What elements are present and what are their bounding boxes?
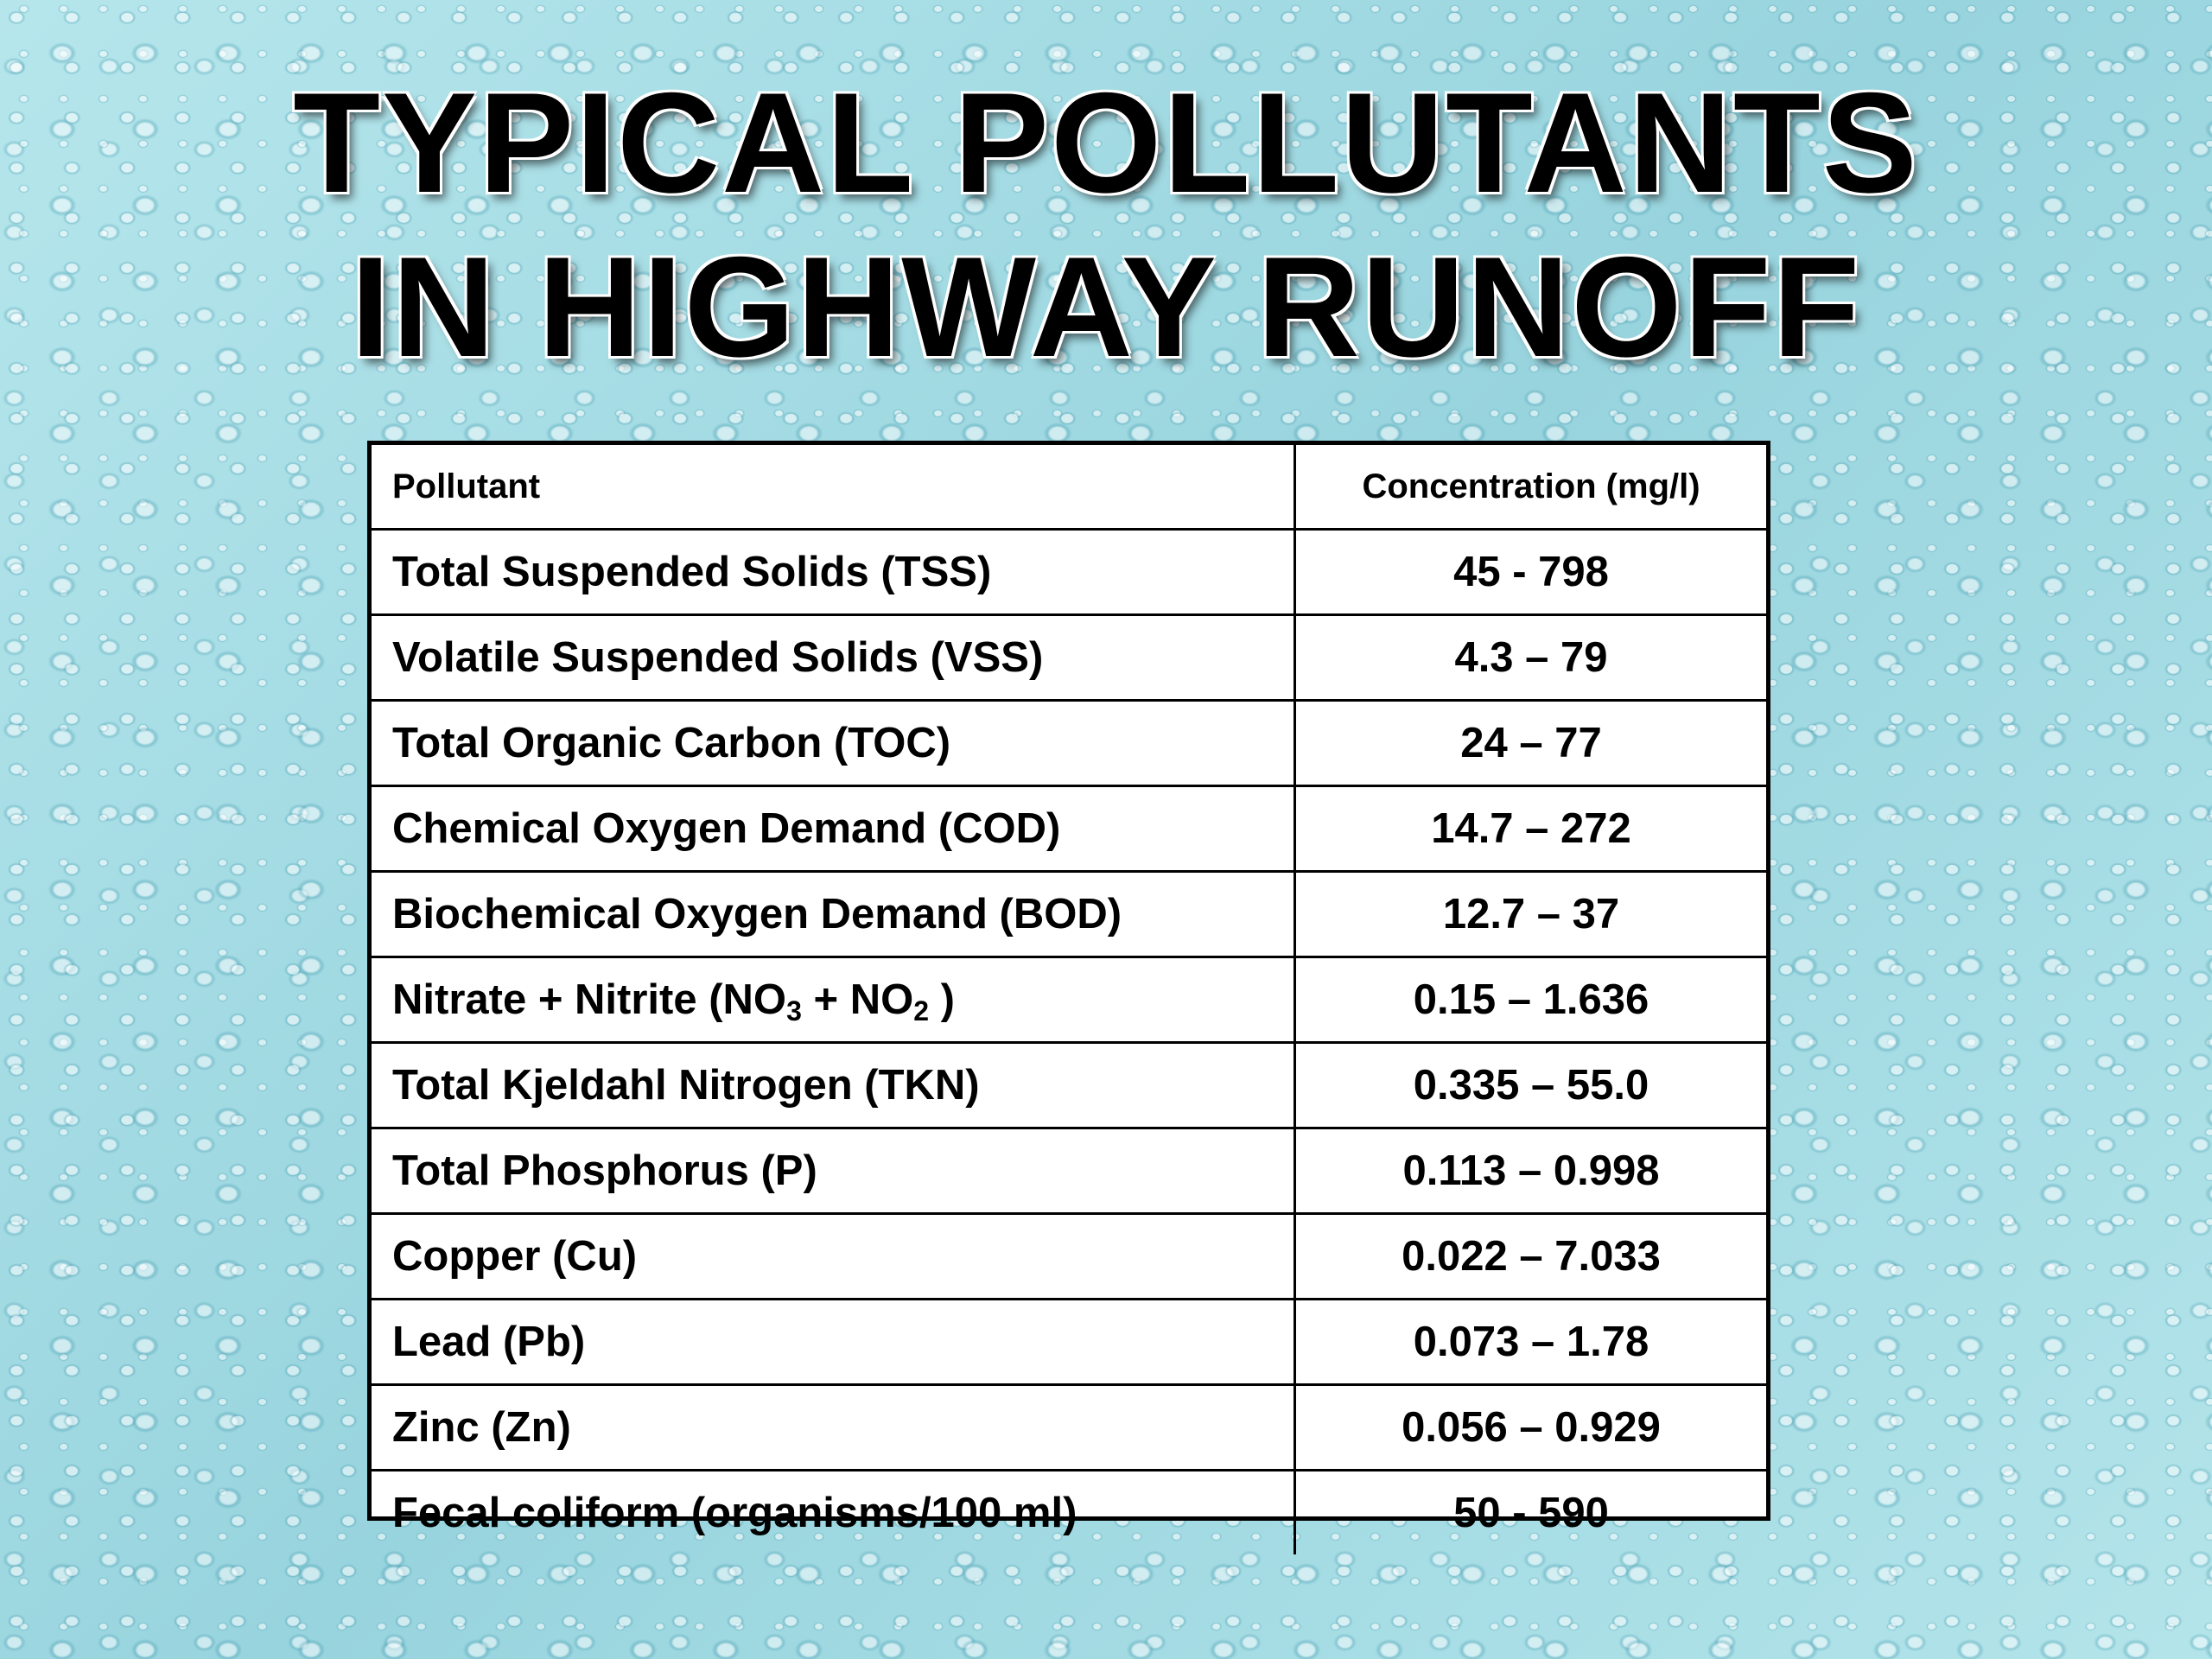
- pollutant-text: Nitrate + Nitrite (NO: [392, 976, 787, 1023]
- pollutants-table: [367, 441, 1770, 1536]
- concentration-cell: 4.3 – 79: [1295, 615, 1767, 701]
- concentration-cell: 50 - 590: [1295, 1471, 1767, 1555]
- pollutant-cell: Fecal coliform (organisms/100 ml): [372, 1471, 1295, 1555]
- concentration-cell: 0.15 – 1.636: [1295, 957, 1767, 1043]
- table-row: [372, 615, 1766, 701]
- pollutant-cell: Total Organic Carbon (TOC): [372, 701, 1295, 786]
- table-row: [372, 872, 1766, 957]
- pollutant-cell: Total Suspended Solids (TSS): [372, 530, 1295, 615]
- table-header-row: [372, 445, 1766, 530]
- concentration-cell: 45 - 798: [1295, 530, 1767, 615]
- pollutant-cell: Zinc (Zn): [372, 1385, 1295, 1471]
- table-row: [372, 1214, 1766, 1300]
- concentration-cell: 14.7 – 272: [1295, 786, 1767, 872]
- pollutant-text: + NO: [801, 976, 914, 1023]
- slide-title-line-2: IN HIGHWAY RUNOFF: [350, 227, 1862, 386]
- pollutant-cell: Copper (Cu): [372, 1214, 1295, 1300]
- pollutant-cell: Lead (Pb): [372, 1300, 1295, 1385]
- concentration-cell: 0.113 – 0.998: [1295, 1128, 1767, 1214]
- concentration-cell: 0.056 – 0.929: [1295, 1385, 1767, 1471]
- table-row: [372, 786, 1766, 872]
- concentration-cell: 0.022 – 7.033: [1295, 1214, 1767, 1300]
- subscript: 2: [913, 995, 929, 1027]
- column-header-concentration: Concentration (mg/l): [1295, 445, 1767, 530]
- table-row: [372, 1385, 1766, 1471]
- table-row: [372, 1300, 1766, 1385]
- pollutant-cell: Chemical Oxygen Demand (COD): [372, 786, 1295, 872]
- table-row: [372, 530, 1766, 615]
- table-row: [372, 701, 1766, 786]
- pollutant-cell: [372, 957, 1295, 1043]
- concentration-cell: 24 – 77: [1295, 701, 1767, 786]
- table-row: [372, 1043, 1766, 1128]
- pollutant-cell: Total Kjeldahl Nitrogen (TKN): [372, 1043, 1295, 1128]
- pollutant-cell: Volatile Suspended Solids (VSS): [372, 615, 1295, 701]
- pollutant-cell: Biochemical Oxygen Demand (BOD): [372, 872, 1295, 957]
- table-row: [372, 1128, 1766, 1214]
- table-row: [372, 957, 1766, 1043]
- table-row: [372, 1471, 1766, 1555]
- pollutant-cell: Total Phosphorus (P): [372, 1128, 1295, 1214]
- column-header-pollutant: Pollutant: [372, 445, 1295, 530]
- concentration-cell: 0.335 – 55.0: [1295, 1043, 1767, 1128]
- pollutant-text: ): [929, 976, 955, 1023]
- concentration-cell: 0.073 – 1.78: [1295, 1300, 1767, 1385]
- subscript: 3: [786, 995, 802, 1027]
- concentration-cell: 12.7 – 37: [1295, 872, 1767, 957]
- slide-title-line-1: TYPICAL POLLUTANTS: [293, 63, 1919, 222]
- slide-title: [0, 60, 2212, 389]
